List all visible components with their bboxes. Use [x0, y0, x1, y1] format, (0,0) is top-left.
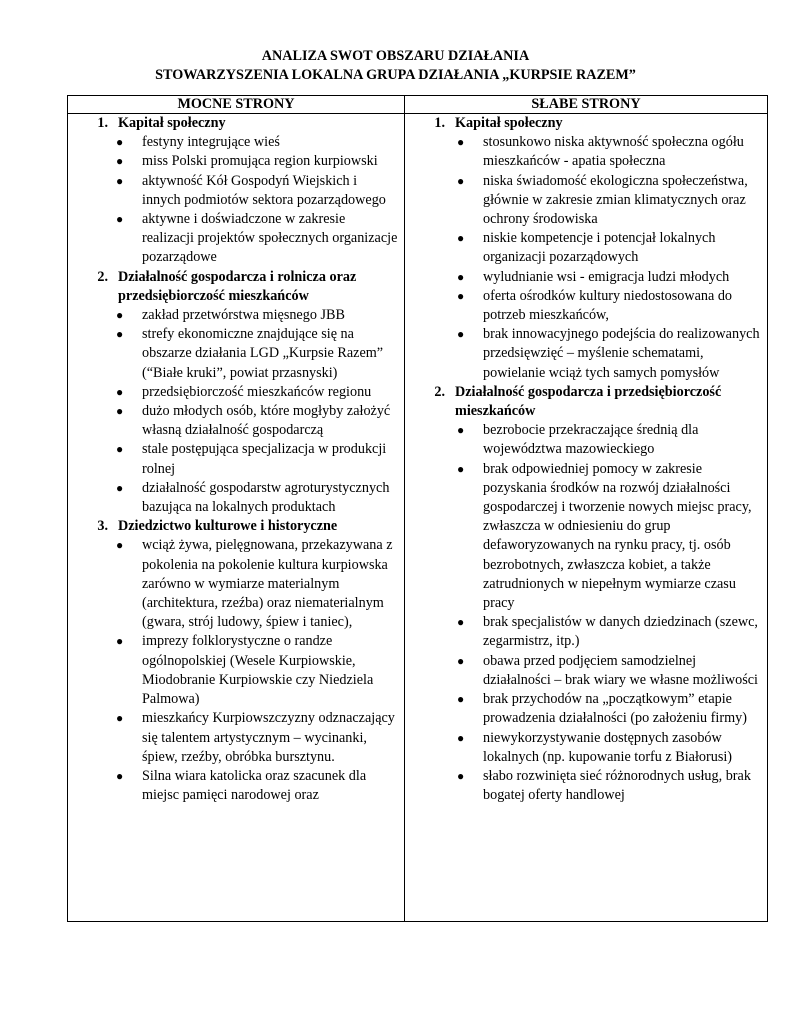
bullet-icon: ●	[457, 231, 465, 246]
list-item	[405, 325, 767, 383]
list-item	[405, 652, 767, 690]
strengths-column	[68, 114, 404, 921]
bullet-icon: ●	[457, 653, 465, 668]
bullet-icon: ●	[116, 442, 124, 457]
list-item	[68, 536, 404, 632]
list-item	[405, 287, 767, 325]
bullet-icon: ●	[457, 730, 465, 745]
bullet-icon: ●	[116, 768, 124, 783]
swot-section	[405, 114, 767, 383]
bullet-icon: ●	[116, 154, 124, 169]
list-item	[405, 690, 767, 728]
bullet-icon: ●	[116, 135, 124, 150]
bullet-icon: ●	[457, 615, 465, 630]
bullet-list	[68, 536, 404, 805]
section-heading	[405, 114, 767, 133]
list-item	[68, 152, 404, 171]
bullet-icon: ●	[116, 480, 124, 495]
bullet-icon: ●	[116, 384, 124, 399]
bullet-icon: ●	[457, 135, 465, 150]
section-heading	[68, 517, 404, 536]
list-item-text: mieszkańcy Kurpiowszczyzny odznaczający się talentem artystycznym – wycinanki, śpiew, rzeźby, obróbka bursztynu.	[142, 710, 395, 765]
section-title: Działalność gospodarcza i rolnicza oraz przedsiębiorczość mieszkańców	[118, 268, 357, 304]
list-item	[68, 767, 404, 805]
list-item	[405, 613, 767, 651]
bullet-icon: ●	[116, 711, 124, 726]
bullet-icon: ●	[457, 327, 465, 342]
section-heading	[68, 268, 404, 306]
section-number: 1.	[97, 115, 108, 131]
list-item-text: brak specjalistów w danych dziedzinach (szewc, zegarmistrz, itp.)	[483, 614, 758, 650]
bullet-icon: ●	[116, 634, 124, 649]
section-title: Kapitał społeczny	[455, 115, 563, 131]
section-number: 1.	[434, 115, 445, 131]
list-item-text: festyny integrujące wieś	[142, 134, 280, 151]
list-item	[68, 479, 404, 517]
list-item	[405, 421, 767, 459]
list-item	[405, 229, 767, 267]
list-item-text: oferta ośrodków kultury niedostosowana do potrzeb mieszkańców,	[483, 287, 733, 324]
swot-section	[68, 517, 404, 805]
strengths-header: MOCNE STRONY	[177, 96, 295, 112]
list-item-text: zakład przetwórstwa mięsnego JBB	[142, 307, 345, 324]
weaknesses-header: SŁABE STRONY	[531, 96, 641, 112]
swot-section	[68, 114, 404, 268]
bullet-icon: ●	[457, 269, 465, 284]
bullet-icon: ●	[457, 423, 465, 438]
bullet-icon: ●	[116, 212, 124, 227]
list-item	[68, 440, 404, 478]
bullet-icon: ●	[457, 768, 465, 783]
list-item-text: stosunkowo niska aktywność społeczna ogółu mieszkańców - apatia społeczna	[483, 134, 744, 170]
list-item	[405, 268, 767, 287]
list-item	[405, 729, 767, 767]
list-item	[68, 306, 404, 325]
list-item	[68, 402, 404, 440]
section-number: 3.	[97, 518, 108, 535]
list-item	[68, 133, 404, 152]
list-item-text: niska świadomość ekologiczna społeczeństwa, głównie w zakresie zmian klimatycznych oraz ochrony środowiska	[483, 172, 748, 228]
list-item-text: bezrobocie przekraczające średnią dla województwa mazowieckiego	[483, 422, 699, 458]
list-item-text: obawa przed podjęciem samodzielnej działalności – brak wiary we własne możliwości	[483, 652, 758, 688]
bullet-list	[68, 133, 404, 267]
bullet-icon: ●	[116, 308, 124, 323]
list-item	[405, 133, 767, 171]
list-item	[68, 383, 404, 402]
section-heading	[405, 383, 767, 421]
swot-table	[67, 95, 768, 922]
bullet-icon: ●	[116, 538, 124, 553]
list-item	[68, 709, 404, 767]
swot-section	[68, 268, 404, 518]
list-item	[68, 172, 404, 210]
list-item	[68, 325, 404, 383]
bullet-icon: ●	[116, 327, 124, 342]
section-heading	[68, 114, 404, 133]
list-item-text: brak przychodów na „początkowym” etapie prowadzenia działalności (po założeniu firmy)	[483, 691, 747, 727]
list-item	[405, 767, 767, 805]
list-item-text: wciąż żywa, pielęgnowana, przekazywana z pokolenia na pokolenie kultura kurpiowska zarówno w wymiarze materialnym (architektura, rzeźba) oraz niematerialnym (gwara, strój ludowy, śpiew i taniec),	[142, 537, 393, 631]
list-item-text: strefy ekonomiczne znajdujące się na obszarze działania LGD „Kurpsie Razem” (“Białe kruki”, powiat przasnyski)	[142, 326, 384, 381]
list-item	[405, 460, 767, 614]
section-title: Kapitał społeczny	[118, 115, 226, 131]
list-item-text: wyludnianie wsi - emigracja ludzi młodych	[483, 268, 730, 285]
list-item-text: brak odpowiedniej pomocy w zakresie pozyskania środków na rozwój działalności gospodarczej i tworzenie nowych miejsc pracy, zwłaszcza w odniesieniu do grup defaworyzowanych na rynku pracy, tj. osób bezrobotnych, zwłaszcza kobiet, a także zatrudnionych w niepełnym wymiarze czasu pracy	[483, 460, 752, 612]
list-item-text: stale postępująca specjalizacja w produkcji rolnej	[142, 441, 387, 477]
list-item-text: imprezy folklorystyczne o randze ogólnopolskiej (Wesele Kurpiowskie, Miodobranie Kurpiowskie czy Niedziela Palmowa)	[142, 633, 374, 708]
section-number: 2.	[97, 268, 108, 285]
bullet-icon: ●	[457, 173, 465, 188]
section-number: 2.	[434, 383, 445, 400]
document-title-line-2: STOWARZYSZENIA LOKALNA GRUPA DZIAŁANIA „KURPSIE RAZEM”	[155, 67, 636, 83]
bullet-list	[68, 306, 404, 517]
bullet-icon: ●	[116, 404, 124, 419]
bullet-icon: ●	[457, 461, 465, 476]
bullet-icon: ●	[116, 173, 124, 188]
weaknesses-column	[405, 114, 767, 921]
section-title: Działalność gospodarcza i przedsiębiorczość mieszkańców	[455, 383, 722, 420]
list-item-text: niewykorzystywanie dostępnych zasobów lokalnych (np. kupowanie torfu z Białorusi)	[483, 729, 733, 765]
list-item-text: dużo młodych osób, które mogłyby założyć własną działalność gospodarczą	[142, 403, 391, 439]
list-item-text: niskie kompetencje i potencjał lokalnych organizacji pozarządowych	[483, 230, 716, 266]
list-item-text: działalność gospodarstw agroturystycznych bazująca na lokalnych produktach	[142, 479, 390, 516]
list-item-text: przedsiębiorczość mieszkańców regionu	[142, 383, 372, 400]
list-item-text: słabo rozwinięta sieć różnorodnych usług, brak bogatej oferty handlowej	[483, 767, 751, 804]
swot-section	[405, 383, 767, 805]
bullet-icon: ●	[457, 692, 465, 707]
list-item-text: brak innowacyjnego podejścia do realizowanych przedsięwzięć – myślenie schematami, powielanie wciąż tych samych pomysłów	[483, 326, 760, 381]
bullet-list	[405, 133, 767, 383]
bullet-list	[405, 421, 767, 805]
list-item	[405, 172, 767, 230]
list-item-text: aktywność Kół Gospodyń Wiejskich i innych podmiotów sektora pozarządowego	[142, 172, 386, 208]
document-title-line-1: ANALIZA SWOT OBSZARU DZIAŁANIA	[261, 48, 530, 64]
list-item	[68, 210, 404, 268]
section-title: Dziedzictwo kulturowe i historyczne	[118, 518, 338, 535]
list-item	[68, 632, 404, 709]
bullet-icon: ●	[457, 288, 465, 303]
list-item-text: miss Polski promująca region kurpiowski	[142, 153, 378, 170]
list-item-text: Silna wiara katolicka oraz szacunek dla miejsc pamięci narodowej oraz	[142, 767, 367, 804]
list-item-text: aktywne i doświadczone w zakresie realizacji projektów społecznych organizacje pozarządowe	[142, 211, 398, 266]
